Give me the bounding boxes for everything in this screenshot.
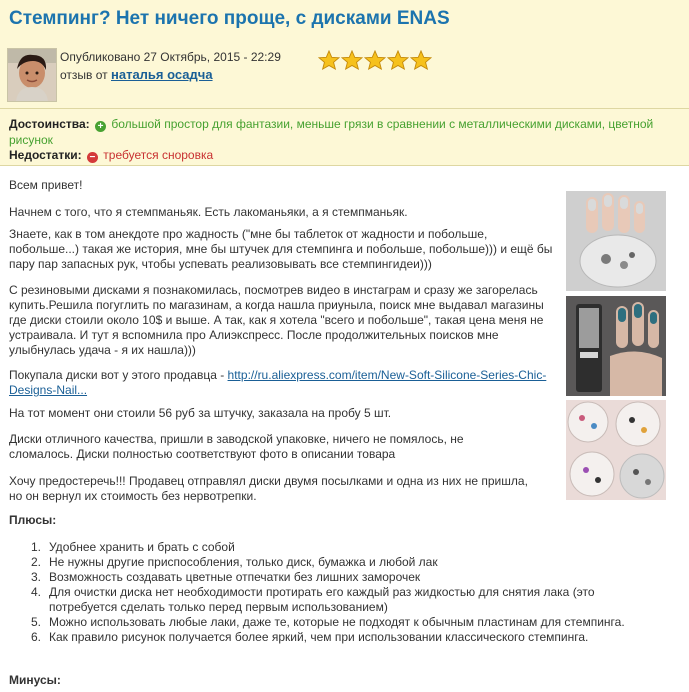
review-by-label: отзыв от xyxy=(60,68,108,82)
star-icon xyxy=(341,50,363,70)
minus-icon: − xyxy=(87,152,98,163)
pros-text: большой простор для фантазии, меньше грязи в сравнении с металлическими дисками, цветной рисунок xyxy=(9,117,654,147)
list-item xyxy=(9,555,664,570)
list-item xyxy=(9,615,664,630)
aliexpress-link[interactable]: http://ru.aliexpress.com/item/New-Soft-Silicone-Series-Chic-Designs-Nail... xyxy=(9,368,547,397)
list-item xyxy=(9,540,664,555)
plus-heading: Плюсы: xyxy=(9,513,57,527)
discs-image xyxy=(566,400,666,500)
star-icon xyxy=(410,50,432,70)
paragraph-joke: Знаете, как в том анекдоте про жадность ("мне бы таблеток от жадности и побольше, побольше...) такая же история, мне бы штучек для стемпинга и побольше, побольше))) и ещё бы пару пар запасных рук, чтобы успевать реализовывать все стемпингидеи))) xyxy=(9,227,553,271)
paragraph-price: На тот момент они стоили 56 руб за штучку, заказала на пробу 5 шт. xyxy=(9,406,392,420)
list-text: Удобнее хранить и брать с собой xyxy=(49,540,235,554)
paragraph-story: С резиновыми дисками я познакомилась, посмотрев видео в инстаграм и сразу же загорелась купить.Решила погуглить по магазинам, а когда нашла приуныла, поиск мне выдавал магазины где диски стоили около 10$ и выше. А так, как я хотела "всего и побольше", такая цена меня не устраивала. И тут я вспомнила про Алиэкспресс. После продолжительных поисков мне улыбнулась удача - я их нашла))) xyxy=(9,283,544,357)
list-item xyxy=(9,585,664,615)
author-link[interactable]: наталья осадча xyxy=(111,67,213,82)
list-item xyxy=(9,570,664,585)
published-date: Опубликовано 27 Октябрь, 2015 - 22:29 xyxy=(60,50,281,64)
list-number: 2. xyxy=(31,555,42,569)
photo-nails-stamping-plate[interactable] xyxy=(566,191,666,291)
list-number: 6. xyxy=(31,630,42,644)
greeting: Всем привет! xyxy=(9,178,83,192)
rating-stars xyxy=(318,50,432,70)
paragraph-warning: Хочу предостеречь!!! Продавец отправлял диски двумя посылками и одна из них не пришла, но он вернул их стоимость без нервотрепки. xyxy=(9,474,528,503)
list-text: Возможность создавать цветные отпечатки без лишних заморочек xyxy=(49,570,421,584)
minus-heading: Минусы: xyxy=(9,673,61,687)
nails-image xyxy=(566,191,666,291)
star-icon xyxy=(364,50,386,70)
plus-icon: + xyxy=(95,121,106,132)
cons-line xyxy=(9,147,213,163)
author-line xyxy=(60,67,213,82)
list-number: 5. xyxy=(31,615,42,629)
star-icon xyxy=(318,50,340,70)
list-text: Не нужны другие приспособления, только диск, бумажка и любой лак xyxy=(49,555,438,569)
polish-image xyxy=(566,296,666,396)
review-title: Стемпинг? Нет ничего проще, с дисками ENAS xyxy=(9,8,450,29)
avatar[interactable] xyxy=(7,48,57,102)
list-item xyxy=(9,630,664,645)
list-number: 4. xyxy=(31,585,42,599)
seller-label: Покупала диски вот у этого продавца - xyxy=(9,368,225,382)
paragraph-seller xyxy=(9,368,557,398)
list-number: 3. xyxy=(31,570,42,584)
pros-label: Достоинства: xyxy=(9,117,90,131)
star-icon xyxy=(387,50,409,70)
plus-list xyxy=(9,540,664,645)
cons-text: требуется сноровка xyxy=(103,148,214,162)
avatar-photo xyxy=(8,49,56,101)
pros-line xyxy=(9,116,659,148)
list-text: Как правило рисунок получается более яркий, чем при использовании классического стемпинга. xyxy=(49,630,589,644)
photo-polish-bottle-nails[interactable] xyxy=(566,296,666,396)
list-text: Можно использовать любые лаки, даже те, которые не подходят к обычным пластинам для стемпинга. xyxy=(49,615,625,629)
list-number: 1. xyxy=(31,540,42,554)
list-text: Для очистки диска нет необходимости протирать его каждый раз жидкостью для снятия лака (это потребуется сделать только перед первым использованием) xyxy=(49,585,595,614)
paragraph-intro: Начнем с того, что я стемпманьяк. Есть лакоманьяки, а я стемпманьяк. xyxy=(9,205,408,219)
paragraph-quality: Диски отличного качества, пришли в заводской упаковке, ничего не помялось, не сломалось. Диски полностью соответствуют фото в описании товара xyxy=(9,432,464,461)
photo-stamping-discs[interactable] xyxy=(566,400,666,500)
cons-label: Недостатки: xyxy=(9,148,82,162)
